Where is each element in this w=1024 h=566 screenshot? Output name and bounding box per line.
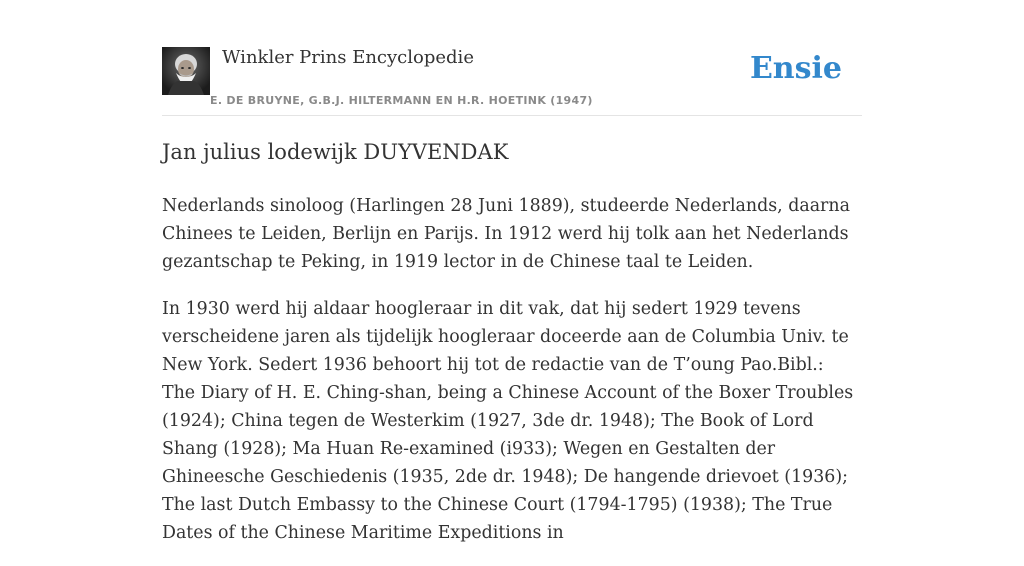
source-authors: E. DE BRUYNE, G.B.J. HILTERMANN EN H.R. HOETINK (1947) [210,94,593,107]
article-title: Jan julius lodewijk DUYVENDAK [162,140,509,164]
header-divider [162,115,862,116]
author-avatar[interactable] [162,47,210,95]
bearded-man-portrait-icon [162,47,210,95]
source-title[interactable]: Winkler Prins Encyclopedie [222,47,474,68]
article-paragraph: Nederlands sinoloog (Harlingen 28 Juni 1889), studeerde Nederlands, daarna Chinees te Leiden, Berlijn en Parijs. In 1912 werd hij tolk aan het Nederlands gezantschap te Peking, in 1919 lector in de Chinese taal te Leiden. [162,196,850,272]
article-body [162,192,862,566]
source-header [162,46,862,116]
article-paragraph: In 1930 werd hij aldaar hoogleraar in dit vak, dat hij sedert 1929 tevens verscheidene jaren als tijdelijk hoogleraar doceerde aan de Columbia Univ. te New York. Sedert 1936 behoort hij tot de redactie van de T’oung Pao.Bibl.: The Diary of H. E. Ching-shan, being a Chinese Account of the Boxer Troubles (1924); China tegen de Westerkim (1927, 3de dr. 1948); The Book of Lord Shang (1928); Ma Huan Re-examined (i933); Wegen en Gestalten der Ghineesche Geschiedenis (1935, 2de dr. 1948); De hangende drievoet (1936); The last Dutch Embassy to the Chinese Court (1794-1795) (1938); The True Dates of the Chinese Maritime Expeditions in [162,299,854,543]
ensie-logo-link[interactable]: Ensie [749,51,842,86]
